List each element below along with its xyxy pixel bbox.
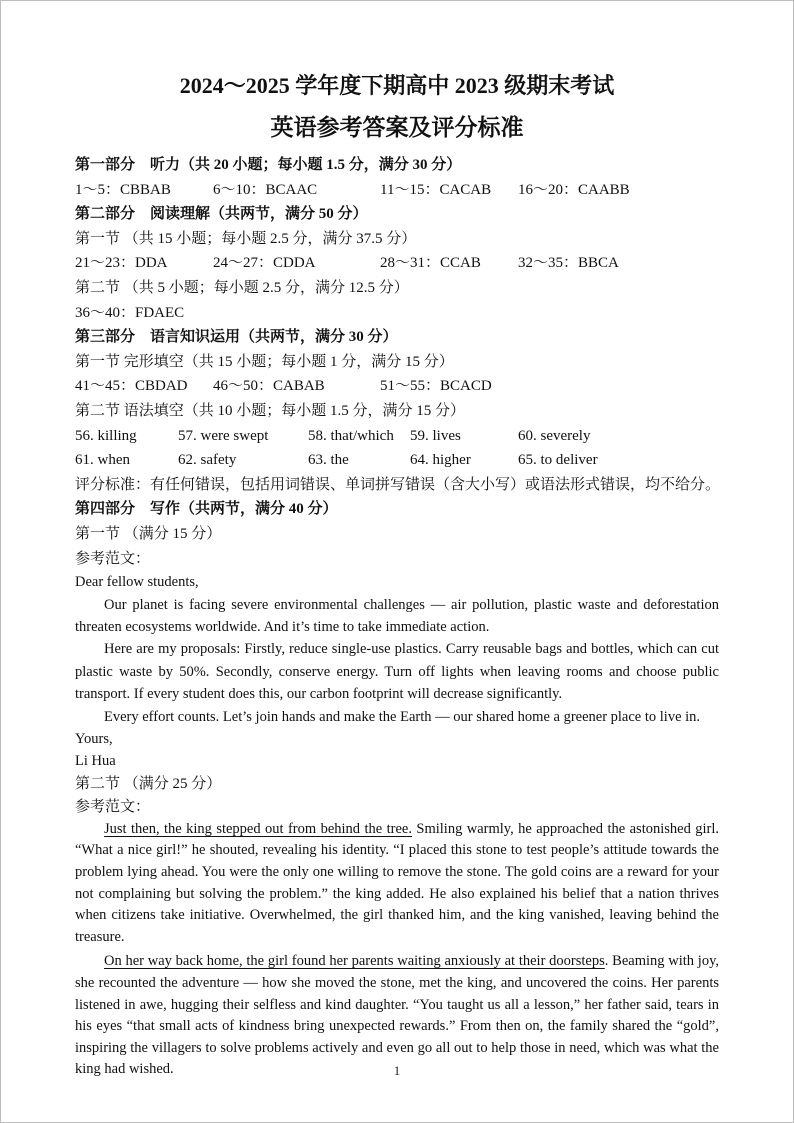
story-paragraph-2-lead-sentence: On her way back home, the girl found her parents waiting anxiously at their doorsteps [104,953,605,970]
part2-heading: 第二部分 阅读理解（共两节，满分 50 分） [75,206,368,223]
answer-group: 16～20：CAABB [518,181,630,198]
answer-group: 1～5：CBBAB [75,181,171,198]
answer-group: 32～35：BBCA [518,255,619,272]
exam-title: 2024～2025 学年度下期高中 2023 级期末考试 [179,73,615,98]
answer-group: 36～40：FDAEC [75,304,185,321]
answer-group: 28～31：CCAB [380,255,481,272]
grammar-fill-answers-row-1 [75,424,719,449]
letter-paragraph-3: Every effort counts. Let’s join hands and make the Earth — our shared home a greener place to live in. [104,708,701,725]
part3-section2-label: 第二节 语法填空（共 10 小题；每小题 1.5 分，满分 15 分） [75,402,466,419]
answer-item: 64. higher [410,452,471,469]
exam-subtitle: 英语参考答案及评分标准 [270,115,524,140]
page-number: 1 [393,1063,401,1078]
story-paragraph-1-body: Smiling warmly, he approached the astonished girl. “What a nice girl!” he shouted, revealing his identity. “I placed this stone to test people’s attitude towards the problem lying ahead. You were the only one willing to remove the stone. The gold coins are a reward for your not complaining but solving the problem.” the king added. He also explained his belief that a nation thrives when citizens take initiative. Overwhelmed, the girl thanked him, and the king vanished, leaving behind the treasure. [75,820,720,945]
answer-group: 51～55：BCACD [380,378,492,395]
grammar-fill-answers-row-2 [75,448,719,473]
listening-answers-row [75,178,719,203]
answer-item: 59. lives [410,427,461,444]
answer-item: 65. to deliver [518,452,598,469]
answer-group: 46～50：CABAB [213,378,325,395]
part4-section1-label: 第一节 （满分 15 分） [75,525,222,542]
story-paragraph-1-lead-sentence: Just then, the king stepped out from behind the tree. [104,820,412,837]
seven-choose-five-answers-row [75,301,719,326]
answer-item: 57. were swept [178,427,269,444]
part1-heading: 第一部分 听力（共 20 小题；每小题 1.5 分，满分 30 分） [75,157,462,173]
letter-salutation: Dear fellow students, [75,574,199,591]
letter-closing: Yours, [75,730,113,747]
model-letter [75,571,719,773]
letter-paragraph-2: Here are my proposals: Firstly, reduce single-use plastics. Carry reusable bags and bottles, which can cut plastic waste by 50%. Secondly, conserve energy. Turn off lights when leaving rooms and choose public transport. If every student does this, our carbon footprint will decrease significantly. [75,641,719,703]
answer-group: 41～45：CBDAD [75,378,188,395]
answer-group: 24～27：CDDA [213,255,316,272]
story-paragraph-1 [75,819,719,949]
answer-item: 58. that/which [308,427,394,444]
answer-item: 56. killing [75,427,137,444]
part4-section2-label: 第二节 （满分 25 分） [75,775,222,792]
grading-note: 评分标准：有任何错误，包括用词错误、单词拼写错误（含大小写）或语法形式错误，均不给分。 [75,476,721,493]
part2-section2-label: 第二节 （共 5 小题；每小题 2.5 分，满分 12.5 分） [75,279,409,296]
reading-answers-row [75,251,719,276]
cloze-answers-row [75,374,719,399]
letter-paragraph-1: Our planet is facing severe environmental challenges — air pollution, plastic waste and deforestation threaten ecosystems worldwide. And it’s time to take immediate action. [75,596,719,635]
answer-group: 21～23：DDA [75,255,168,272]
part4-heading: 第四部分 写作（共两节，满分 40 分） [75,501,338,518]
model-essay-label-1: 参考范文： [75,550,151,567]
story-paragraph-2-body: . Beaming with joy, she recounted the adventure — how she moved the stone, met the king, and uncovered the coins. Her parents listened in awe, hugging their selfless and kind daughter. “You taught us all a lesson,” her father said, tears in his eyes “that small acts of kindness bring unexpected rewards.” From then on, the family shared the “gold”, inspiring the villagers to solve problems actively and even go all out to help those in need, which was what the king had wished. [75,953,720,1078]
answer-item: 62. safety [178,452,237,469]
part3-heading: 第三部分 语言知识运用（共两节，满分 30 分） [75,329,398,346]
part2-section1-label: 第一节 （共 15 小题；每小题 2.5 分，满分 37.5 分） [75,230,417,247]
model-essay-label-2: 参考范文： [75,798,151,815]
answer-item: 61. when [75,452,130,469]
story-paragraph-2 [75,951,719,1081]
answer-group: 11～15：CACAB [380,181,492,198]
answer-item: 63. the [308,452,349,469]
letter-signature: Li Hua [75,753,116,770]
part3-section1-label: 第一节 完形填空（共 15 小题；每小题 1 分，满分 15 分） [75,353,454,370]
answer-group: 6～10：BCAAC [213,181,318,198]
answer-item: 60. severely [518,427,591,444]
model-continuation-story [75,819,719,1081]
